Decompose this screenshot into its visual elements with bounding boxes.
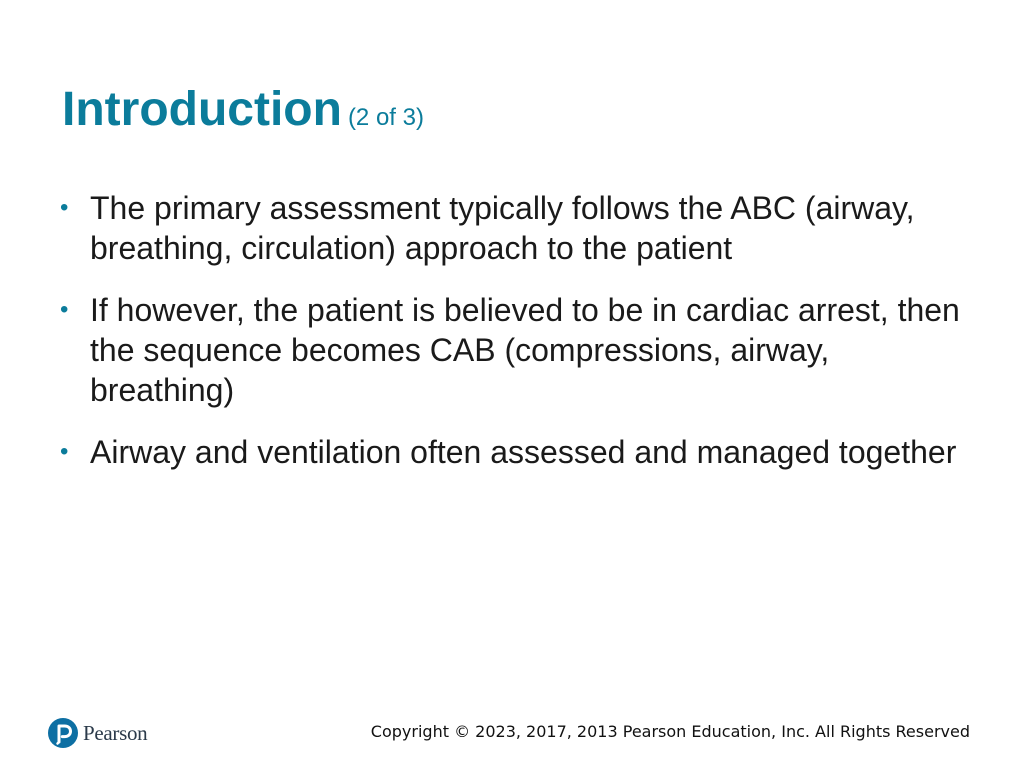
bullet-list — [60, 188, 960, 494]
bullet-text: Airway and ventilation often assessed and managed together — [90, 434, 957, 470]
bullet-text: The primary assessment typically follows the ABC (airway, breathing, circulation) approach to the patient — [90, 190, 915, 266]
bullet-item — [60, 188, 960, 268]
copyright-notice: Copyright © 2023, 2017, 2013 Pearson Education, Inc. All Rights Reserved — [370, 722, 970, 741]
bullet-marker: • — [60, 194, 69, 221]
pearson-p-logo-icon — [48, 718, 78, 748]
bullet-marker: • — [60, 296, 69, 323]
bullet-text: If however, the patient is believed to be in cardiac arrest, then the sequence becomes CAB (compressions, airway, breathing) — [90, 292, 960, 408]
title-page-indicator: (2 of 3) — [347, 104, 424, 131]
bullet-marker: • — [60, 438, 69, 465]
bullet-item — [60, 290, 960, 410]
pearson-logo — [48, 718, 147, 748]
title-main: Introduction — [62, 83, 342, 136]
bullet-item — [60, 432, 960, 472]
pearson-wordmark: Pearson — [83, 720, 148, 745]
slide-title — [62, 80, 424, 140]
